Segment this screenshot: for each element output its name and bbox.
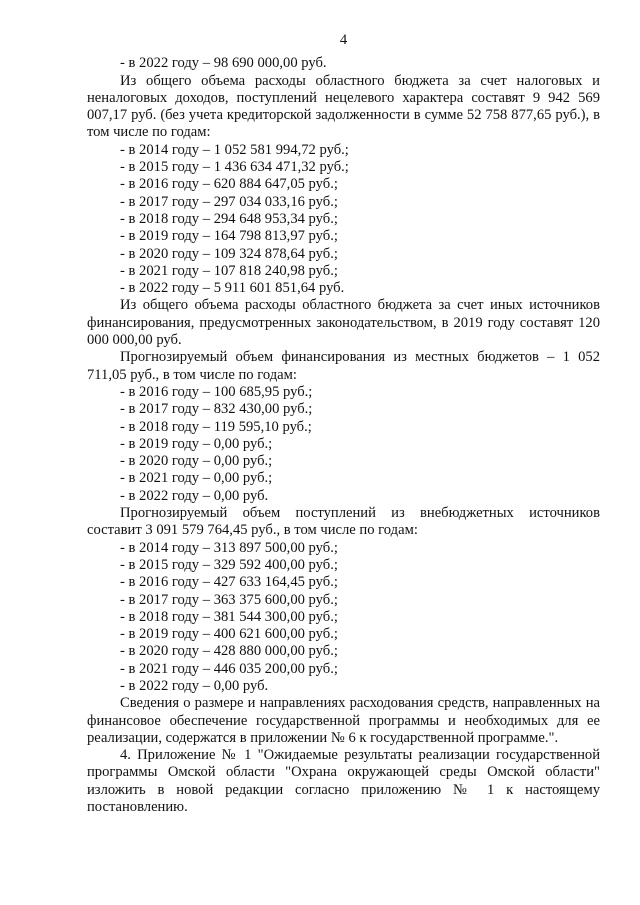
list-item: - в 2022 году – 0,00 руб. [120,677,269,694]
list-item: - в 2016 году – 100 685,95 руб.; [120,383,313,400]
list-item: - в 2017 году – 832 430,00 руб.; [120,401,313,418]
list-item: - в 2022 году – 0,00 руб. [120,487,269,504]
list-item: - в 2015 году – 329 592 400,00 руб.; [120,556,338,573]
list-item: - в 2019 году – 400 621 600,00 руб.; [120,626,338,643]
list-item: - в 2020 году – 109 324 878,64 руб.; [120,245,338,262]
list-item: - в 2021 году – 107 818 240,98 руб.; [120,262,338,279]
list-item: - в 2019 году – 0,00 руб.; [120,435,273,452]
list-item: - в 2021 году – 446 035 200,00 руб.; [120,660,338,677]
list-item: - в 2022 году – 5 911 601 851,64 руб. [120,280,345,297]
list-item: - в 2018 году – 381 544 300,00 руб.; [120,608,338,625]
local-budget-paragraph: Прогнозируемый объем финансирования из местных бюджетов – 1 052 711,05 руб., в том числе по годам: [87,349,600,383]
list-item: - в 2016 году – 620 884 647,05 руб.; [120,176,338,193]
list-item: - в 2017 году – 363 375 600,00 руб.; [120,591,338,608]
intro-line: - в 2022 году – 98 690 000,00 руб. [120,55,327,72]
list-item: - в 2015 году – 1 436 634 471,32 руб.; [120,159,349,176]
regional-own-paragraph: Из общего объема расходы областного бюджета за счет налоговых и неналоговых доходов, поступлений нецелевого характера составят 9 942 569 007,17 руб. (без учета кредиторской задолженности в сумме 52 758 877,65 руб.), в том числе по годам: [87,72,600,141]
extrabudgetary-paragraph: Прогнозируемый объем поступлений из внебюджетных источников составит 3 091 579 764,45 руб., в том числе по годам: [87,505,600,539]
regional-own-list [87,142,600,298]
list-item: - в 2017 году – 297 034 033,16 руб.; [120,193,338,210]
list-item: - в 2014 году – 313 897 500,00 руб.; [120,539,338,556]
list-item: - в 2018 году – 119 595,10 руб.; [120,418,312,435]
list-item: - в 2016 году – 427 633 164,45 руб.; [120,574,338,591]
page-number: 4 [339,32,348,48]
list-item: - в 2020 году – 428 880 000,00 руб.; [120,643,338,660]
local-budget-list [87,384,600,505]
list-item: - в 2021 году – 0,00 руб.; [120,470,273,487]
list-item: - в 2020 году – 0,00 руб.; [120,453,273,470]
extrabudgetary-list [87,540,600,696]
list-item: - в 2019 году – 164 798 813,97 руб.; [120,228,338,245]
regional-other-paragraph: Из общего объема расходы областного бюджета за счет иных источников финансирования, предусмотренных законодательством, в 2019 году составят 120 000 000,00 руб. [87,297,600,349]
list-item: - в 2014 году – 1 052 581 994,72 руб.; [120,141,349,158]
list-item: - в 2018 году – 294 648 953,34 руб.; [120,210,338,227]
info-paragraph: Сведения о размере и направлениях расходования средств, направленных на финансовое обеспечение государственной программы и необходимых для ее реализации, содержатся в приложении № 6 к государственной программе.". [87,695,600,746]
item4-paragraph: 4. Приложение № 1 "Ожидаемые результаты реализации государственной программы Омской области "Охрана окружающей среды Омской области" изложить в новой редакции согласно приложению № 1 к настоящему постановлению. [87,747,600,816]
